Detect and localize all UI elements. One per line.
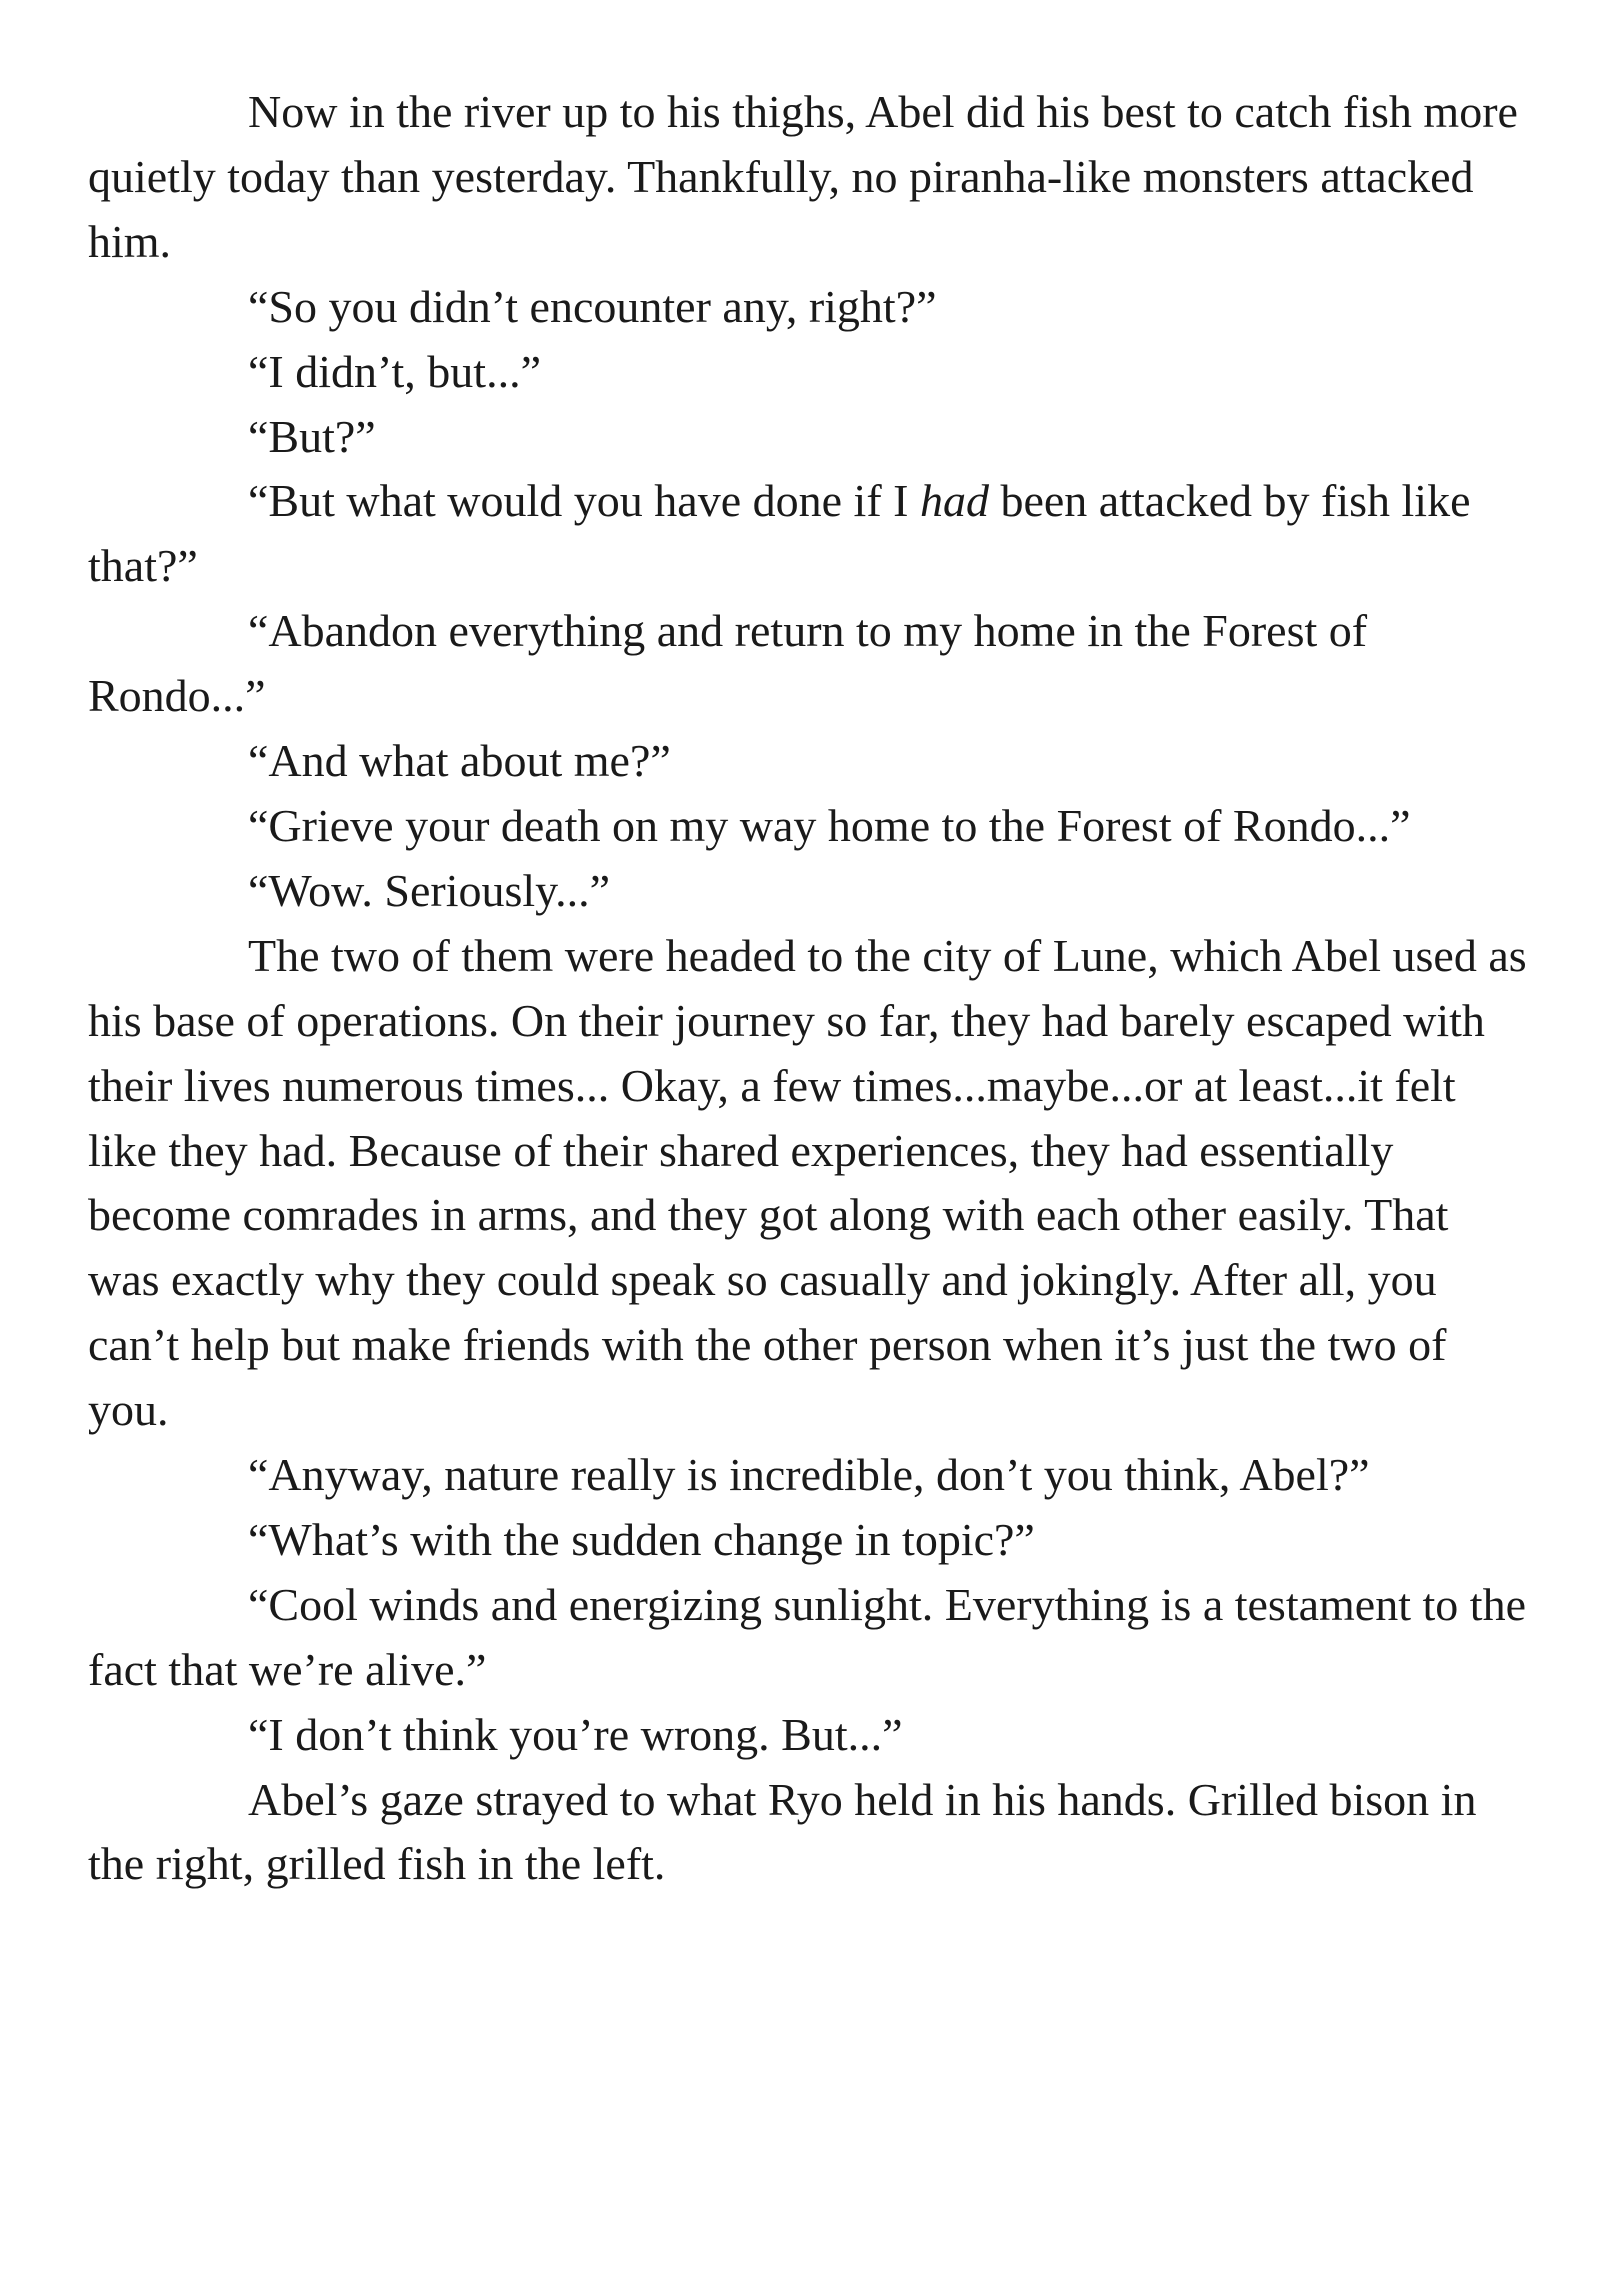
paragraph-2: “So you didn’t encounter any, right?” (248, 280, 937, 332)
paragraph-5-before: “But what would you have done if I (248, 475, 920, 527)
paragraph-13: “Cool winds and energizing sunlight. Everything is a testament to the fact that we’re alive.” (88, 1578, 1526, 1695)
paragraph-4: “But?” (248, 410, 376, 462)
paragraph-5 (88, 469, 1528, 599)
paragraph-3: “I didn’t, but...” (248, 345, 541, 397)
paragraph-1: Now in the river up to his thighs, Abel did his best to catch fish more quietly today than yesterday. Thankfully, no piranha-like monsters attacked him. (88, 86, 1518, 267)
paragraph-7: “And what about me?” (248, 735, 671, 787)
paragraph-15: Abel’s gaze strayed to what Ryo held in his hands. Grilled bison in the right, grilled fish in the left. (88, 1773, 1477, 1890)
paragraph-9: “Wow. Seriously...” (248, 864, 611, 916)
paragraph-14: “I don’t think you’re wrong. But...” (248, 1708, 903, 1760)
paragraph-5-after: been attacked by fish like that?” (88, 475, 1471, 592)
paragraph-11: “Anyway, nature really is incredible, don’t you think, Abel?” (248, 1449, 1370, 1501)
page-body (88, 80, 1528, 1897)
paragraph-5-emphasis: had (919, 475, 989, 527)
paragraph-12: “What’s with the sudden change in topic?” (248, 1513, 1035, 1565)
paragraph-8: “Grieve your death on my way home to the Forest of Rondo...” (248, 799, 1411, 851)
paragraph-6: “Abandon everything and return to my home in the Forest of Rondo...” (88, 605, 1368, 722)
paragraph-10: The two of them were headed to the city of Lune, which Abel used as his base of operations. On their journey so far, they had barely escaped with their lives numerous times... Okay, a few times...maybe...or at least...it felt like they had. Because of their shared experiences, they had essentially become comrades in arms, and they got along with each other easily. That was exactly why they could speak so casually and jokingly. After all, you can’t help but make friends with the other person when it’s just the two of you. (88, 929, 1527, 1436)
